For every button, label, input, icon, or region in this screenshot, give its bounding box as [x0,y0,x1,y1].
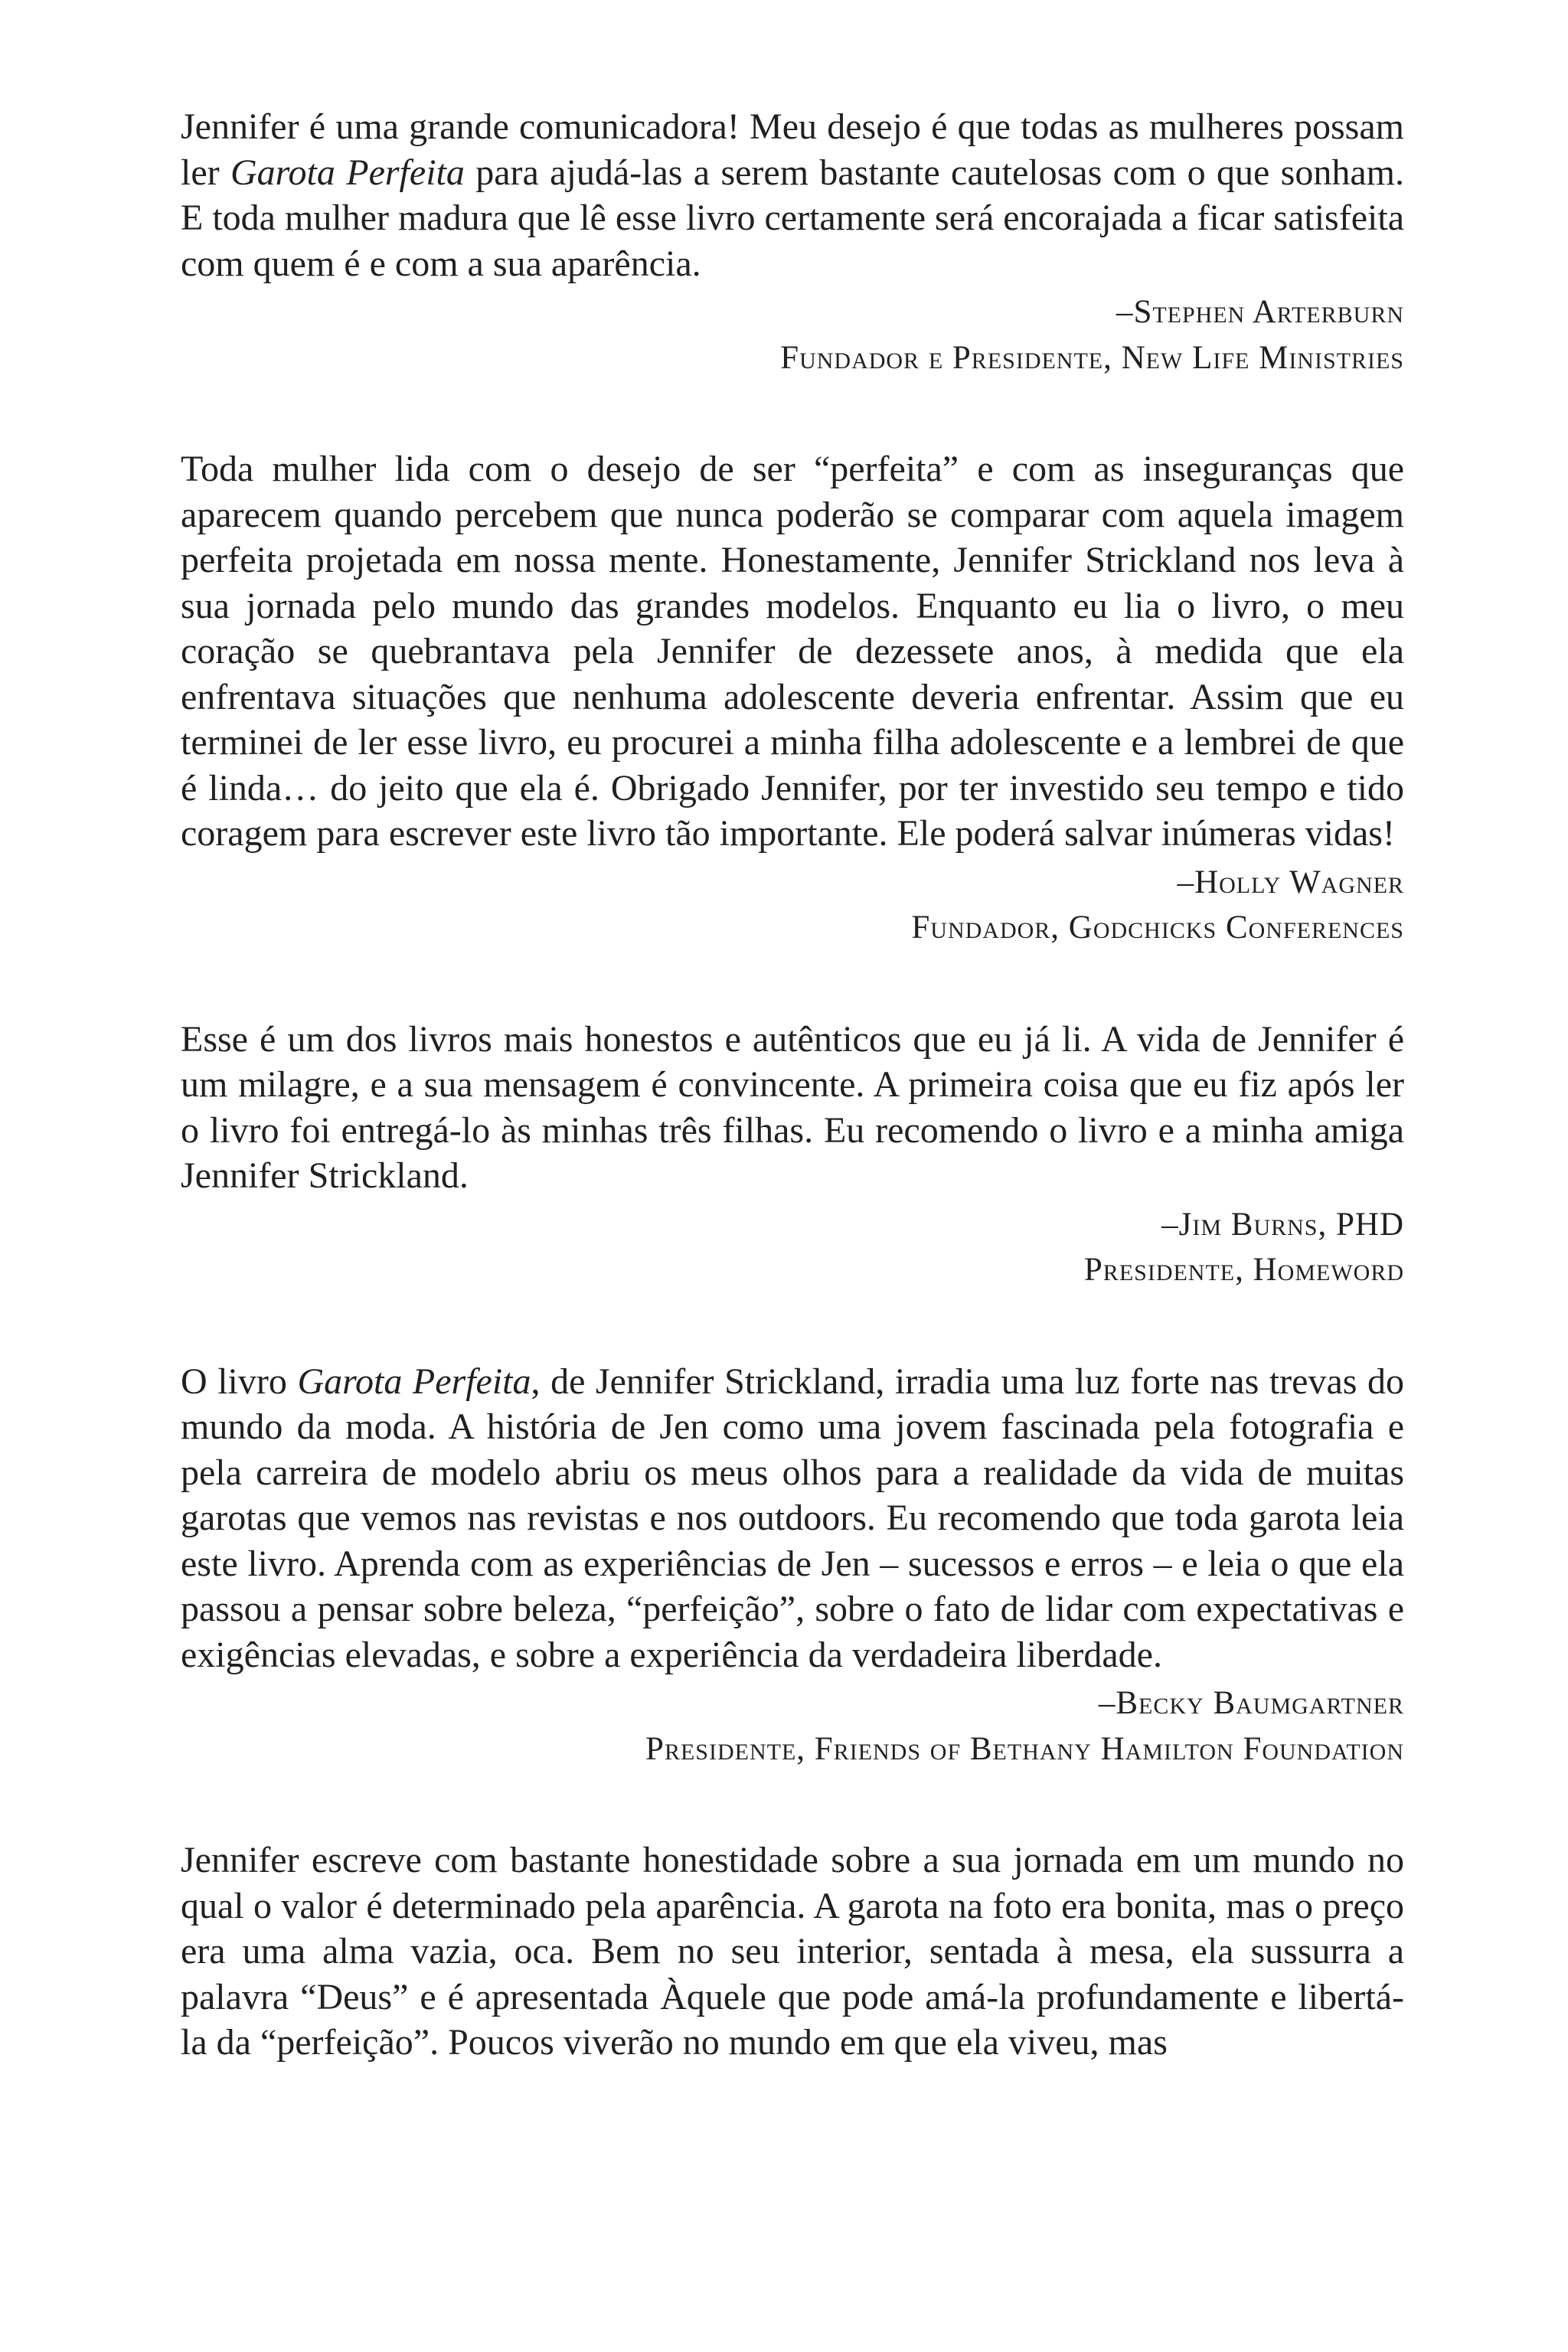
quote-text: Jennifer é uma grande comunicadora! Meu desejo é que todas as mulheres possam ler [181,106,1404,193]
endorser-name: –Holly Wagner [1177,864,1404,900]
endorser-name: –Becky Baumgartner [1098,1685,1404,1721]
quote-text: , de Jennifer Strickland, irradia uma luz forte nas trevas do mundo da moda. A história de Jen como uma jovem fascinada pela fotografia e pela carreira de modelo abriu os meus olhos para a realidade da vida de muitas garotas que vemos nas revistas e nos outdoors. Eu recomendo que toda garota leia este livro. Aprenda com as experiências de Jen – sucessos e erros – e leia o que ela passou a pensar sobre beleza, “perfeição”, sobre o fato de lidar com expectativas e exigências elevadas, e sobre a experiência da verdadeira liberdade. [181,1361,1404,1675]
endorsement-quote: Jennifer escreve com bastante honestidade sobre a sua jornada em um mundo no qual o valor é determinado pela aparência. A garota na foto era bonita, mas o preço era uma alma vazia, oca. Bem no seu interior, sentada à mesa, ela sussurra a palavra “Deus” e é apresentada Àquele que pode amá-la profundamente e libertá-la da “perfeição”. Poucos viverão no mundo em que ela viveu, mas [181,1840,1404,2063]
endorser-name: –Jim Burns, PHD [1161,1206,1404,1243]
endorsement-quote [181,1359,1404,1678]
endorsements-page [181,104,1404,2066]
endorsement-quote: Toda mulher lida com o desejo de ser “perfeita” e com as inseguranças que aparecem quando percebem que nunca poderão se comparar com aquela imagem perfeita projetada em nossa mente. Honestamente, Jennifer Strickland nos leva à sua jornada pelo mundo das grandes modelos. Enquanto eu lia o livro, o meu coração se quebrantava pela Jennifer de dezessete anos, à medida que ela enfrentava situações que nenhuma adolescente deveria enfrentar. Assim que eu terminei de ler esse livro, eu procurei a minha filha adolescente e a lembrei de que é linda… do jeito que ela é. Obrigado Jennifer, por ter investido seu tempo e tido coragem para escrever este livro tão importante. Ele poderá salvar inúmeras vidas! [181,449,1404,854]
endorsement-continued [181,1838,1404,2066]
quote-text: para ajudá-las a serem bastante cautelosas com o que sonham. E toda mulher madura que lê esse livro certamente será encorajada a ficar satisfeita com quem é e com a sua aparência. [181,152,1404,284]
endorsement-attribution [181,1202,1404,1293]
endorser-role: Fundador e Presidente, New Life Ministries [780,339,1404,376]
endorsement-attribution [181,289,1404,381]
book-title: Garota Perfeita [230,152,465,193]
endorsement-wagner [181,446,1404,951]
endorser-role: Fundador, Godchicks Conferences [911,910,1404,946]
endorser-name: –Stephen Arterburn [1116,294,1404,330]
endorsement-attribution [181,1681,1404,1772]
endorsement-attribution [181,860,1404,951]
endorsement-quote [181,104,1404,286]
endorsement-baumgartner [181,1359,1404,1772]
endorser-role: Presidente, Friends of Bethany Hamilton Foundation [645,1730,1404,1767]
endorsement-quote: Esse é um dos livros mais honestos e autênticos que eu já li. A vida de Jennifer é um milagre, e a sua mensagem é convincente. A primeira coisa que eu fiz após ler o livro foi entregá-lo às minhas três filhas. Eu recomendo o livro e a minha amiga Jennifer Strickland. [181,1018,1404,1196]
quote-text: O livro [181,1361,298,1402]
endorser-role: Presidente, Homeword [1083,1252,1404,1288]
endorsement-burns [181,1017,1404,1293]
endorsement-arterburn [181,104,1404,381]
book-title: Garota Perfeita [297,1361,531,1402]
